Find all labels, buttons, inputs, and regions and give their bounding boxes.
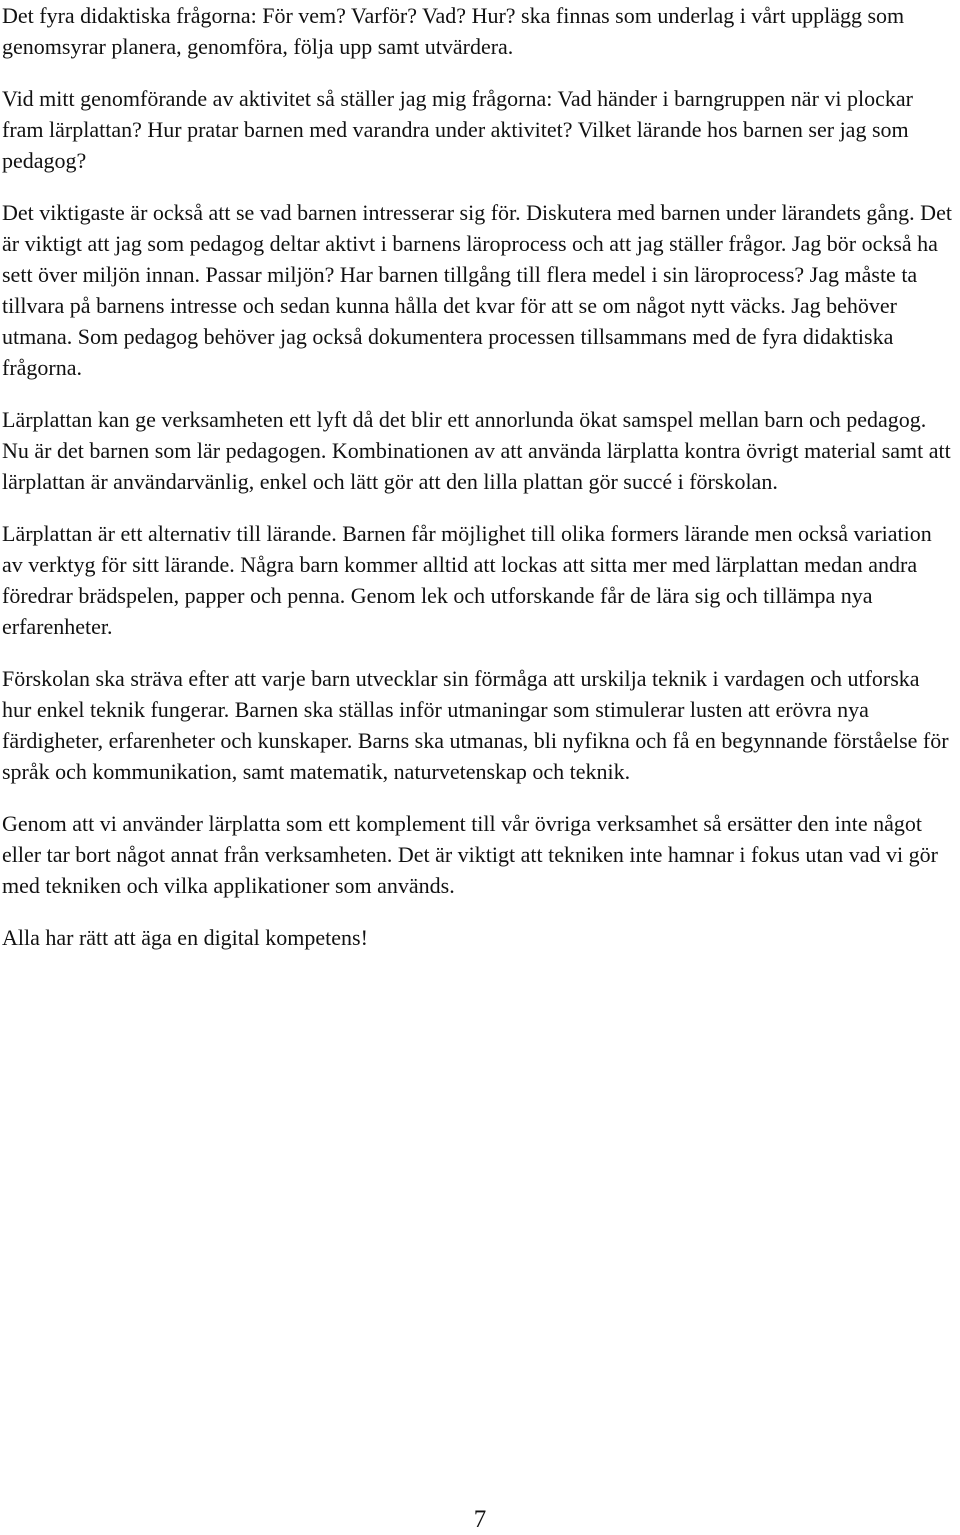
paragraph-didactic-questions: Det fyra didaktiska frågorna: För vem? Varför? Vad? Hur? ska finnas som underlag i vårt upplägg som genomsyrar planera, genomföra, följa upp samt utvärdera.	[2, 3, 905, 59]
paragraph-digital-competence: Alla har rätt att äga en digital kompetens!	[2, 925, 368, 950]
paragraph-children-interests: Det viktigaste är också att se vad barnen intresserar sig för. Diskutera med barnen under lärandets gång. Det är viktigt att jag som pedagog deltar aktivt i barnens läroprocess och att jag ställer frågor. Jag bör också ha sett över miljön innan. Passar miljön? Har barnen tillgång till flera medel i sin läroprocess? Jag måste ta tillvara på barnens intresse och sedan kunna hålla det kvar för att se om något nytt väcks. Jag behöver utmana. Som pedagog behöver jag också dokumentera processen tillsammans med de fyra didaktiska frågorna.	[2, 200, 952, 380]
page-number: 7	[473, 1506, 487, 1533]
document-body	[2, 0, 954, 974]
paragraph-preschool-technology: Förskolan ska sträva efter att varje barn utvecklar sin förmåga att urskilja teknik i vardagen och utforska hur enkel teknik fungerar. Barnen ska ställas inför utmaningar som stimulerar lusten att erövra nya färdigheter, erfarenheter och kunskaper. Barns ska utmanas, bli nyfikna och få en begynnande förståelse för språk och kommunikation, samt matematik, naturvetenskap och teknik.	[2, 666, 949, 784]
paragraph-tablet-boost: Lärplattan kan ge verksamheten ett lyft då det blir ett annorlunda ökat samspel mellan barn och pedagog. Nu är det barnen som lär pedagogen. Kombinationen av att använda lärplatta kontra övrigt material samt att lärplattan är användarvänlig, enkel och lätt gör att den lilla plattan gör succé i förskolan.	[2, 407, 951, 494]
paragraph-complement: Genom att vi använder lärplatta som ett komplement till vår övriga verksamhet så ersätter den inte något eller tar bort något annat från verksamheten. Det är viktigt att tekniken inte hamnar i fokus utan vad vi gör med tekniken och vilka applikationer som används.	[2, 811, 938, 898]
paragraph-activity-questions: Vid mitt genomförande av aktivitet så ställer jag mig frågorna: Vad händer i barngruppen när vi plockar fram lärplattan? Hur pratar barnen med varandra under aktivitet? Vilket lärande hos barnen ser jag som pedagog?	[2, 86, 913, 173]
paragraph-tablet-alternative: Lärplattan är ett alternativ till lärande. Barnen får möjlighet till olika formers lärande men också variation av verktyg för sitt lärande. Några barn kommer alltid att lockas att sitta mer med lärplattan medan andra föredrar brädspelen, papper och penna. Genom lek och utforskande får de lära sig och tillämpa nya erfarenheter.	[2, 521, 932, 639]
